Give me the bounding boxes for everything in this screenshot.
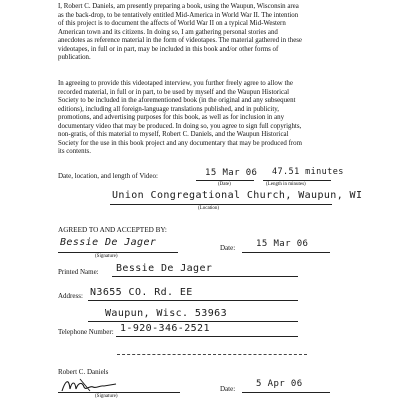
printed-name-value[interactable]: Bessie De Jager [116, 263, 213, 274]
video-location-value[interactable]: Union Congregational Church, Waupun, WI [112, 190, 363, 201]
author-name: Robert C. Daniels [58, 368, 109, 376]
video-date-line [196, 180, 254, 181]
agreement-line: In agreeing to provide this videotaped interview, you further freely agree to allow the [58, 80, 293, 87]
section-divider [117, 354, 307, 355]
printed-name-label: Printed Name: [58, 268, 99, 276]
agreement-line: Society for the use in this book project and any documentary that may be produced from [58, 139, 302, 147]
agreement-paragraph [58, 80, 348, 157]
video-location-line [110, 204, 332, 205]
intro-line: as the back-drop, to be tentatively entitled Mid-America in World War II. The intention [58, 11, 299, 19]
telephone-line [116, 336, 298, 337]
video-date-value[interactable]: 15 Mar 06 [205, 168, 258, 178]
video-length-value[interactable]: 47.51 minutes [272, 167, 344, 177]
agreement-line: Society to be included in the aforementioned book (in the original and any subsequent [58, 97, 296, 104]
signer-date-value[interactable]: 15 Mar 06 [256, 239, 309, 249]
intro-paragraph [58, 3, 348, 63]
address-line2-value[interactable]: Waupun, Wisc. 53963 [105, 308, 227, 319]
signer-signature-line [58, 252, 178, 253]
author-date-line [242, 392, 330, 393]
intro-line: American town and its citizens. In doing so, I am gathering personal stories and [58, 28, 278, 36]
author-date-value[interactable]: 5 Apr 06 [256, 379, 303, 389]
intro-line: I, Robert C. Daniels, am presently preparing a book, using the Waupun, Wisconsin area [58, 3, 299, 10]
video-info-label: Date, location, and length of Video: [58, 172, 158, 180]
address-line1-value[interactable]: N3655 CO. Rd. EE [90, 287, 193, 298]
video-date-caption: (Date) [218, 182, 231, 187]
intro-line: videotapes, in full or in part, may be included in this book and/or other forms of [58, 45, 279, 53]
printed-name-line [112, 276, 298, 277]
signer-signature[interactable]: Bessie De Jager [60, 237, 157, 248]
video-length-line [263, 180, 331, 181]
agreement-line: non-gratis, of this material to myself, Robert C. Daniels, and the Waupun Historical [58, 131, 289, 138]
agreement-line: its contents. [58, 148, 91, 155]
agreement-line: recorded material, in full or in part, to be used by myself and the Waupun Historical [58, 88, 290, 96]
intro-line: of this project is to document the affects of World War II on a typical Mid-Western [58, 20, 286, 27]
signer-date-label: Date: [220, 244, 236, 252]
signer-signature-caption: (Signature) [95, 254, 118, 259]
address-line1 [88, 300, 298, 301]
video-location-caption: (Location) [198, 206, 220, 211]
telephone-value[interactable]: 1-920-346-2521 [120, 323, 210, 334]
address-label: Address: [58, 292, 83, 300]
agreement-line: promotions, and advertising purposes for this book, as well as for inclusion in any [58, 114, 285, 121]
intro-line: publication. [58, 54, 91, 61]
address-line2 [88, 321, 298, 322]
telephone-label: Telephone Number: [58, 328, 114, 336]
intro-line: anecdotes as reference material in the form of videotapes. The material gathered in these [58, 37, 302, 44]
author-signature-line [58, 392, 180, 393]
agreement-line: editions), including all foreign-language translations published, and in publicity, [58, 105, 279, 113]
agreement-line: documentary video that may be produced. In doing so, you agree to sign full copyrights, [58, 122, 302, 130]
author-signature-caption: (Signature) [95, 394, 118, 399]
video-length-caption: (Length in minutes) [266, 182, 306, 187]
signer-date-line [242, 252, 330, 253]
author-date-label: Date: [220, 385, 236, 393]
agreed-heading: AGREED TO AND ACCEPTED BY: [58, 226, 167, 234]
